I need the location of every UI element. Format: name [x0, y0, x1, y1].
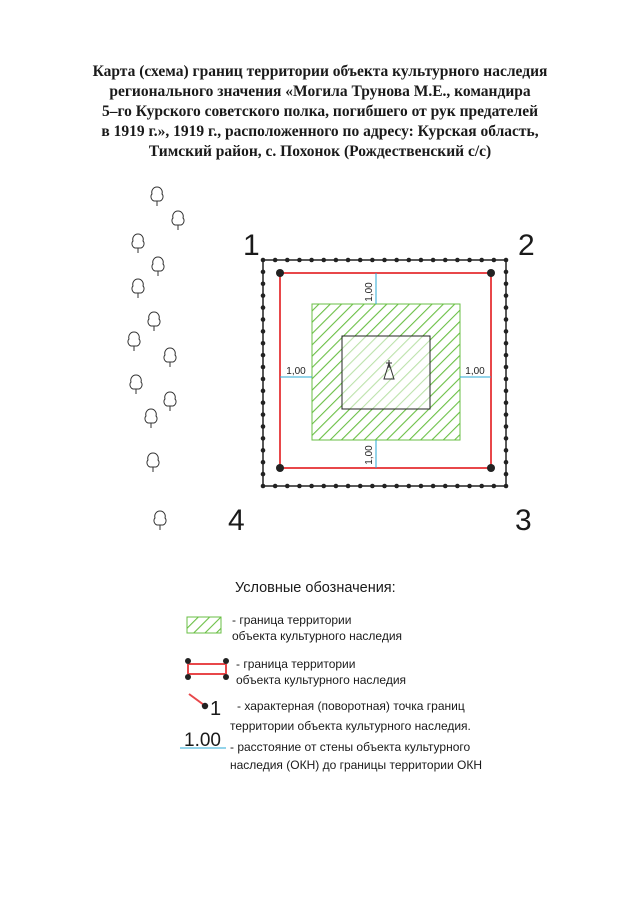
legend-dot	[185, 658, 191, 664]
title-line: 5–го Курского советского полка, погибшего от рук предателей	[102, 103, 538, 120]
frame-dot	[504, 293, 509, 298]
turning-point-2	[487, 269, 495, 277]
frame-dot	[261, 412, 266, 417]
legend-dot	[185, 674, 191, 680]
frame-dot	[297, 258, 302, 263]
frame-dot	[261, 400, 266, 405]
frame-dot	[479, 258, 484, 263]
tree-icon	[151, 187, 163, 206]
turning-point-1	[276, 269, 284, 277]
frame-dot	[504, 258, 509, 263]
frame-dot	[321, 484, 326, 489]
tree-icon	[154, 511, 166, 530]
frame-dot	[504, 436, 509, 441]
frame-dot	[261, 293, 266, 298]
frame-dot	[261, 436, 266, 441]
frame-dot	[443, 258, 448, 263]
frame-dot	[419, 484, 424, 489]
frame-dot	[504, 329, 509, 334]
title-line: регионального значения «Могила Трунова М.Е., командира	[109, 83, 531, 100]
distance-left-label: 1,00	[286, 366, 306, 377]
tree-icon	[148, 312, 160, 331]
frame-dot	[285, 484, 290, 489]
legend-text-line: - характерная (поворотная) точка границ	[237, 699, 465, 713]
frame-dot	[261, 460, 266, 465]
frame-dot	[504, 305, 509, 310]
frame-dot	[479, 484, 484, 489]
frame-dot	[261, 329, 266, 334]
distance-top-label: 1,00	[364, 282, 375, 302]
tree-icon	[164, 348, 176, 367]
frame-dot	[467, 484, 472, 489]
frame-dot	[346, 258, 351, 263]
frame-dot	[285, 258, 290, 263]
frame-dot	[297, 484, 302, 489]
frame-dot	[431, 258, 436, 263]
legend-item-4-text	[230, 738, 482, 774]
legend-item-3-text	[230, 696, 471, 736]
frame-dot	[382, 484, 387, 489]
frame-dot	[261, 270, 266, 275]
frame-dot	[431, 484, 436, 489]
tree-icon	[132, 279, 144, 298]
title-line: Тимский район, с. Похонок (Рождественский с/с)	[148, 143, 492, 160]
turning-point-3	[487, 464, 495, 472]
frame-dot	[261, 281, 266, 286]
frame-dot	[261, 448, 266, 453]
frame-dot	[261, 258, 266, 263]
legend-dot	[223, 674, 229, 680]
frame-dot	[467, 258, 472, 263]
legend-text-line: объекта культурного наследия	[236, 673, 407, 687]
frame-dot	[358, 258, 363, 263]
turning-point-4	[276, 464, 284, 472]
frame-dot	[370, 484, 375, 489]
frame-dot	[455, 484, 460, 489]
frame-dot	[334, 258, 339, 263]
trees-group	[128, 187, 184, 530]
corner-label-4: 4	[228, 504, 245, 537]
tree-icon	[130, 375, 142, 394]
tree-icon	[164, 392, 176, 411]
frame-dot	[492, 484, 497, 489]
frame-dot	[504, 424, 509, 429]
frame-dot	[504, 412, 509, 417]
frame-dot	[261, 365, 266, 370]
legend-text-line: наследия (ОКН) до границы территории ОКН	[230, 758, 482, 772]
frame-dot	[261, 424, 266, 429]
tree-icon	[145, 409, 157, 428]
frame-dot	[419, 258, 424, 263]
frame-dot	[407, 258, 412, 263]
tree-icon	[147, 453, 159, 472]
frame-dot	[443, 484, 448, 489]
frame-dot	[358, 484, 363, 489]
legend-distance-value: 1.00	[184, 730, 221, 751]
frame-dot	[261, 317, 266, 322]
frame-dot	[504, 460, 509, 465]
frame-dot	[261, 389, 266, 394]
corner-label-1: 1	[243, 229, 260, 262]
frame-dot	[455, 258, 460, 263]
frame-dot	[504, 270, 509, 275]
legend-text-line: - граница территории	[232, 613, 352, 627]
legend-text-line: - граница территории	[236, 657, 356, 671]
frame-dot	[261, 472, 266, 477]
legend-item-1-text	[232, 612, 402, 644]
frame-dot	[504, 341, 509, 346]
frame-dot	[504, 317, 509, 322]
frame-dot	[273, 258, 278, 263]
frame-dot	[321, 258, 326, 263]
frame-dot	[273, 484, 278, 489]
title-line: Карта (схема) границ территории объекта культурного наследия	[92, 63, 548, 80]
frame-dot	[407, 484, 412, 489]
legend-item-2-text	[236, 656, 406, 688]
frame-dot	[504, 389, 509, 394]
tree-icon	[128, 332, 140, 351]
legend-point-line	[189, 694, 204, 705]
legend-point-number: 1	[210, 698, 222, 720]
frame-dot	[309, 258, 314, 263]
tree-icon	[132, 234, 144, 253]
frame-dot	[504, 281, 509, 286]
legend-title: Условные обозначения:	[235, 580, 396, 596]
frame-dot	[261, 484, 266, 489]
frame-dot	[370, 258, 375, 263]
corner-label-2: 2	[518, 229, 535, 262]
frame-dot	[346, 484, 351, 489]
frame-dot	[504, 365, 509, 370]
title-line: в 1919 г.», 1919 г., расположенного по адресу: Курская область,	[101, 123, 539, 140]
frame-dot	[504, 484, 509, 489]
frame-dot	[261, 353, 266, 358]
distance-right-label: 1,00	[465, 366, 485, 377]
frame-dot	[504, 472, 509, 477]
legend-text-line: объекта культурного наследия	[232, 629, 403, 643]
frame-dot	[504, 400, 509, 405]
distance-bottom-label: 1,00	[364, 445, 375, 465]
frame-dot	[382, 258, 387, 263]
frame-dot	[504, 353, 509, 358]
legend-text-line: территории объекта культурного наследия.	[230, 719, 471, 733]
frame-dot	[394, 484, 399, 489]
frame-dot	[261, 305, 266, 310]
frame-dot	[504, 377, 509, 382]
frame-dot	[261, 377, 266, 382]
frame-dot	[504, 448, 509, 453]
tree-icon	[172, 211, 184, 230]
legend-text-line: - расстояние от стены объекта культурного	[230, 740, 471, 754]
frame-dot	[261, 341, 266, 346]
corner-label-3: 3	[515, 504, 532, 537]
legend-dot	[223, 658, 229, 664]
legend-point-dot	[202, 703, 208, 709]
frame-dot	[334, 484, 339, 489]
frame-dot	[492, 258, 497, 263]
frame-dot	[309, 484, 314, 489]
legend-hatch-swatch	[187, 617, 221, 633]
frame-dot	[394, 258, 399, 263]
tree-icon	[152, 257, 164, 276]
